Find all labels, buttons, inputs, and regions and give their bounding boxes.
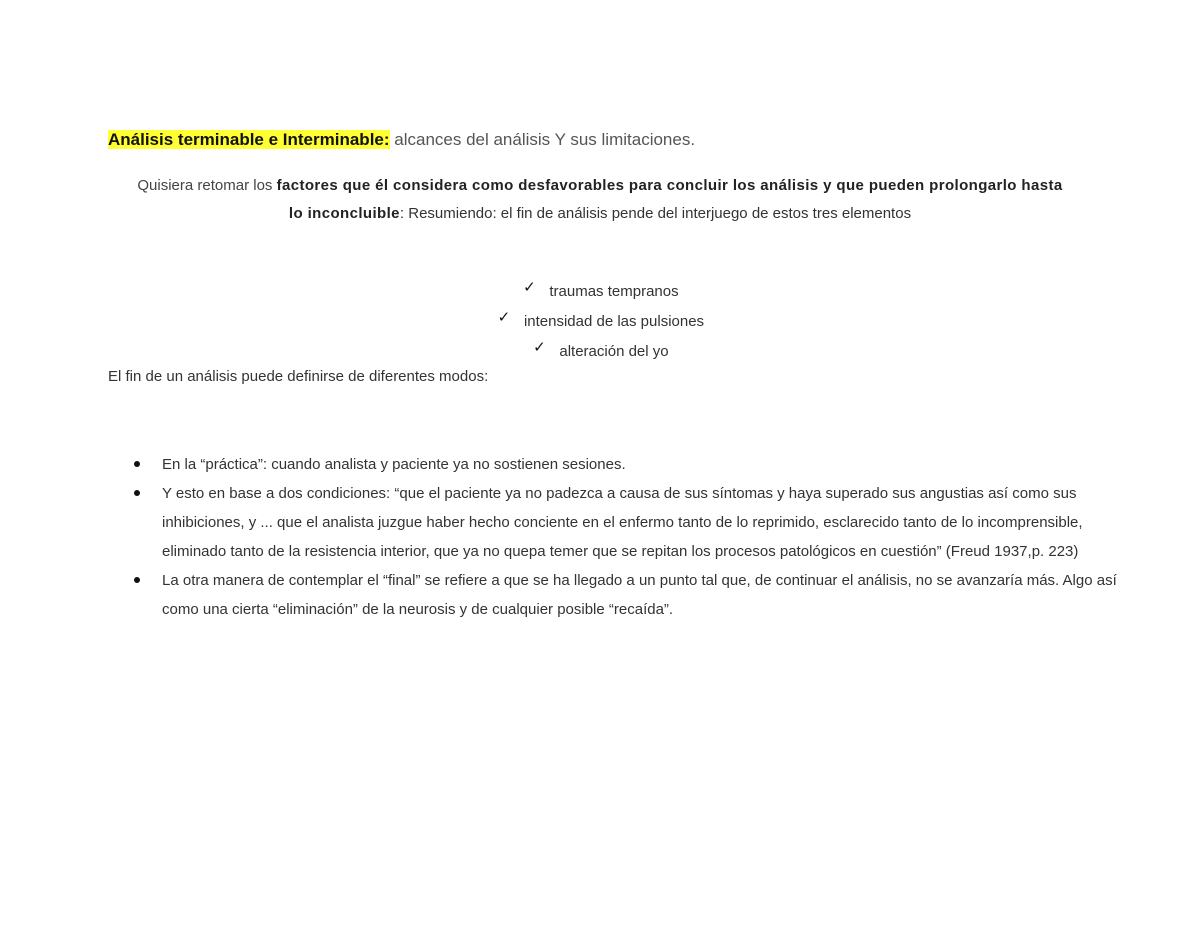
intro-tail: : Resumiendo: el fin de análisis pende del interjuego de estos tres elementos (399, 205, 912, 222)
checkmark-icon: ✓ (533, 338, 546, 356)
bullet-text: Y esto en base a dos condiciones: “que el paciente ya no padezca a causa de sus síntomas y haya superado sus angustias así como sus inhibiciones, y ... que el analista juzgue haber hecho conciente en el enfermo tanto de lo reprimido, esclarecido tanto de lo incomprensible, eliminado tanto de la resistencia interior, que ya no quepa temer que se repitan los procesos patológicos en cuestión” (Freud 1937,p. 223) (162, 485, 1083, 560)
intro-line-2 (100, 200, 1100, 228)
checklist-item-label: intensidad de las pulsiones (523, 313, 705, 330)
modes-bullet-list (0, 450, 1122, 624)
bullet-item (0, 450, 1122, 479)
intro-bold-1: factores que él considera como desfavorables para concluir los análisis y que pueden prolongarlo hasta (276, 177, 1063, 194)
title-subtitle: alcances del análisis Y sus limitaciones. (389, 130, 696, 149)
checklist-item (0, 276, 1200, 306)
intro-paragraph (100, 172, 1100, 228)
document-title (108, 129, 695, 151)
checkmark-icon: ✓ (523, 278, 536, 296)
modes-heading: El fin de un análisis puede definirse de diferentes modos: (108, 368, 489, 385)
title-highlight: Análisis terminable e Interminable: (108, 130, 390, 149)
factors-checklist (0, 276, 1200, 366)
checklist-item-label: traumas tempranos (549, 283, 679, 300)
bullet-dot-icon (134, 577, 140, 583)
bullet-dot-icon (134, 461, 140, 467)
bullet-item (0, 566, 1122, 624)
intro-bold-2: lo inconcluible (288, 205, 400, 222)
checklist-item-label: alteración del yo (559, 343, 669, 360)
intro-lead: Quisiera retomar los (137, 177, 277, 194)
bullet-dot-icon (134, 490, 140, 496)
checklist-item (0, 336, 1200, 366)
bullet-text: La otra manera de contemplar el “final” se refiere a que se ha llegado a un punto tal que, de continuar el análisis, no se avanzaría más. Algo así como una cierta “eliminación” de la neurosis y de cualquier posible “recaída”. (162, 572, 1117, 618)
checklist-item (0, 306, 1200, 336)
bullet-item (0, 479, 1122, 566)
bullet-text: En la “práctica”: cuando analista y paciente ya no sostienen sesiones. (162, 456, 626, 473)
checkmark-icon: ✓ (497, 308, 511, 326)
intro-line-1 (100, 172, 1100, 200)
